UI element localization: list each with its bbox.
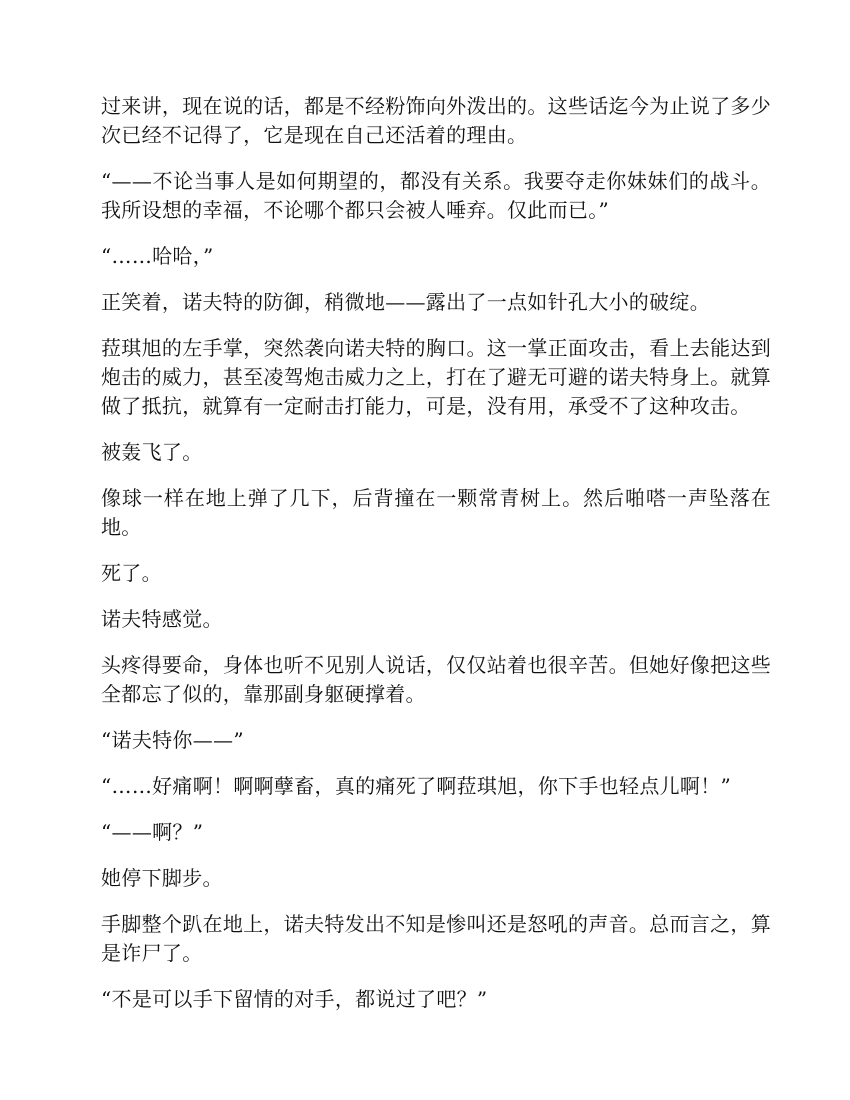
paragraph: 死了。 bbox=[101, 561, 162, 585]
text-column bbox=[101, 92, 771, 1014]
paragraph: 手脚整个趴在地上，诺夫特发出不知是惨叫还是怒吼的声音。总而言之，算是诈尸了。 bbox=[101, 912, 771, 965]
paragraph: 被轰飞了。 bbox=[101, 440, 203, 464]
paragraph: 像球一样在地上弹了几下，后背撞在一颗常青树上。然后啪嗒一声坠落在地。 bbox=[101, 486, 771, 539]
paragraph: “——不论当事人是如何期望的，都没有关系。我要夺走你妹妹们的战斗。我所设想的幸福，不论哪个都只会被人唾弃。仅此而已。” bbox=[101, 169, 771, 222]
paragraph: 过来讲，现在说的话，都是不经粉饰向外泼出的。这些话迄今为止说了多少次已经不记得了，它是现在自己还活着的理由。 bbox=[101, 94, 771, 147]
paragraph: 正笑着，诺夫特的防御，稍微地——露出了一点如针孔大小的破绽。 bbox=[101, 290, 710, 314]
paragraph: “诺夫特你——” bbox=[101, 728, 244, 752]
paragraph: “……哈哈，” bbox=[101, 244, 214, 268]
paragraph: 诺夫特感觉。 bbox=[101, 607, 223, 631]
paragraph: “……好痛啊！啊啊孽畜，真的痛死了啊菈琪旭，你下手也轻点儿啊！” bbox=[101, 774, 732, 798]
paragraph: 她停下脚步。 bbox=[101, 866, 223, 890]
paragraph: “不是可以手下留情的对手，都说过了吧？” bbox=[101, 987, 488, 1011]
paragraph: 菈琪旭的左手掌，突然袭向诺夫特的胸口。这一掌正面攻击，看上去能达到炮击的威力，甚至凌驾炮击威力之上，打在了避无可避的诺夫特身上。就算做了抵抗，就算有一定耐击打能力，可是，没有用，承受不了这种攻击。 bbox=[101, 336, 771, 418]
paragraph: 头疼得要命，身体也听不见别人说话，仅仅站着也很辛苦。但她好像把这些全都忘了似的，靠那副身躯硬撑着。 bbox=[101, 653, 771, 706]
paragraph: “——啊？” bbox=[101, 820, 204, 844]
